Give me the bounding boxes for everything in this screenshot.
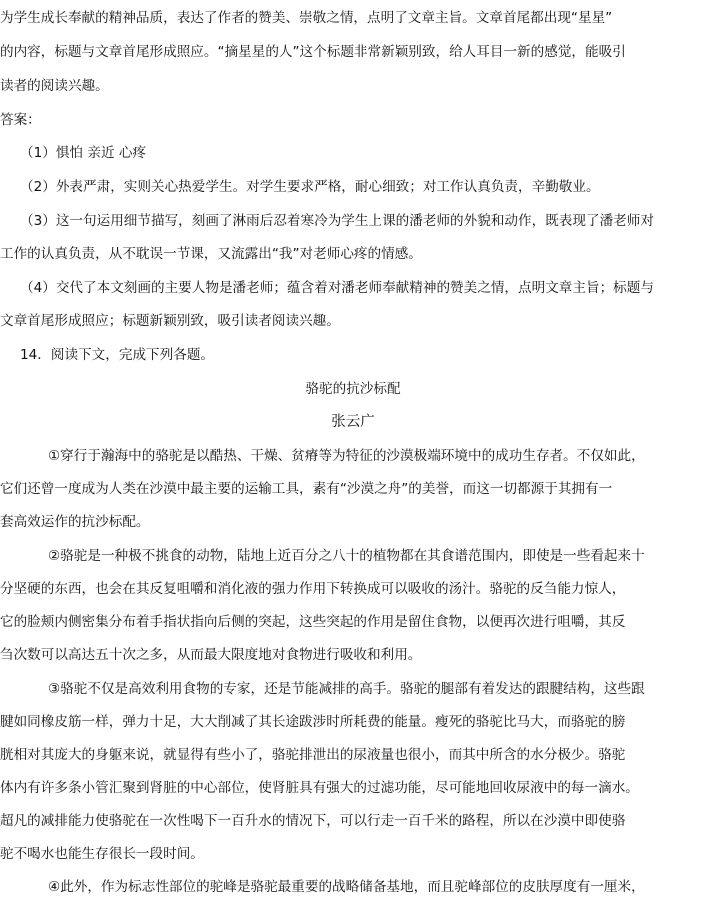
answer-3-line: 工作的认真负责，从不耽误一节课，又流露出“我”对老师心疼的情感。 (0, 246, 422, 262)
intro-line: 为学生成长奉献的精神品质，表达了作者的赞美、崇敬之情，点明了文章主旨。文章首尾都出现“星星” (0, 10, 613, 26)
paragraph-1-line: 套高效运作的抗沙标配。 (0, 514, 150, 530)
intro-line: 读者的阅读兴趣。 (0, 78, 109, 94)
paragraph-3-line: 胱相对其庞大的身躯来说，就显得有些小了，骆驼排泄出的尿液量也很小，而其中所含的水分极少。骆驼 (0, 747, 626, 763)
paragraph-3-line: 体内有许多条小管汇聚到肾脏的中心部位，使肾脏具有强大的过滤功能，尽可能地回收尿液中的每一滴水。 (0, 780, 639, 796)
paragraph-2-line: 分坚硬的东西，也会在其反复咀嚼和消化液的强力作用下转换成可以吸收的汤汁。骆驼的反刍能力惊人， (0, 581, 626, 597)
article-title: 骆驼的抗沙标配 (305, 381, 401, 397)
answer-3-line: （3）这一句运用细节描写，刻画了淋雨后忍着寒冷为学生上课的潘老师的外貌和动作，既表现了潘老师对 (20, 213, 654, 229)
paragraph-1-line: 它们还曾一度成为人类在沙漠中最主要的运输工具，素有“沙漠之舟”的美誉，而这一切都源于其拥有一 (0, 481, 613, 497)
answer-label: 答案： (0, 112, 41, 128)
question-14: 14．阅读下文，完成下列各题。 (20, 347, 215, 363)
paragraph-3-line: 腱如同橡皮筋一样，弹力十足，大大削减了其长途跋涉时所耗费的能量。瘦死的骆驼比马大，而骆驼的膀 (0, 714, 626, 730)
paragraph-3-line: 驼不喝水也能生存很长一段时间。 (0, 846, 204, 862)
paragraph-3-line: 超凡的减排能力使骆驼在一次性喝下一百升水的情况下，可以行走一百千米的路程，所以在沙漠中即使骆 (0, 813, 626, 829)
paragraph-4-line: ④此外，作为标志性部位的驼峰是骆驼最重要的战略储备基地，而且驼峰部位的皮肤厚度有一厘米， (48, 879, 645, 895)
paragraph-2-line: 刍次数可以高达五十次之多，从而最大限度地对食物进行吸收和利用。 (0, 647, 422, 663)
article-author: 张云广 (331, 414, 375, 430)
answer-4-line: 文章首尾形成照应；标题新颖别致，吸引读者阅读兴趣。 (0, 313, 340, 329)
paragraph-3-line: ③骆驼不仅是高效利用食物的专家，还是节能减排的高手。骆驼的腿部有着发达的跟腱结构，这些跟 (48, 681, 645, 697)
intro-line: 的内容，标题与文章首尾形成照应。“摘星星的人”这个标题非常新颖别致，给人耳目一新的感觉，能吸引 (0, 44, 626, 60)
paragraph-1-line: ①穿行于瀚海中的骆驼是以酷热、干燥、贫瘠等为特征的沙漠极端环境中的成功生存者。不仅如此， (48, 448, 645, 464)
paragraph-2-line: ②骆驼是一种极不挑食的动物，陆地上近百分之八十的植物都在其食谱范围内，即使是一些看起来十 (48, 548, 645, 564)
paragraph-2-line: 它的脸颊内侧密集分布着手指状指向后侧的突起，这些突起的作用是留住食物，以便再次进行咀嚼，其反 (0, 614, 626, 630)
answer-4-line: （4）交代了本文刻画的主要人物是潘老师；蕴含着对潘老师奉献精神的赞美之情，点明文章主旨；标题与 (20, 280, 654, 296)
answer-1: （1）惧怕 亲近 心疼 (20, 145, 147, 161)
answer-2: （2）外表严肃，实则关心热爱学生。对学生要求严格，耐心细致；对工作认真负责，辛勤敬业。 (20, 179, 600, 195)
